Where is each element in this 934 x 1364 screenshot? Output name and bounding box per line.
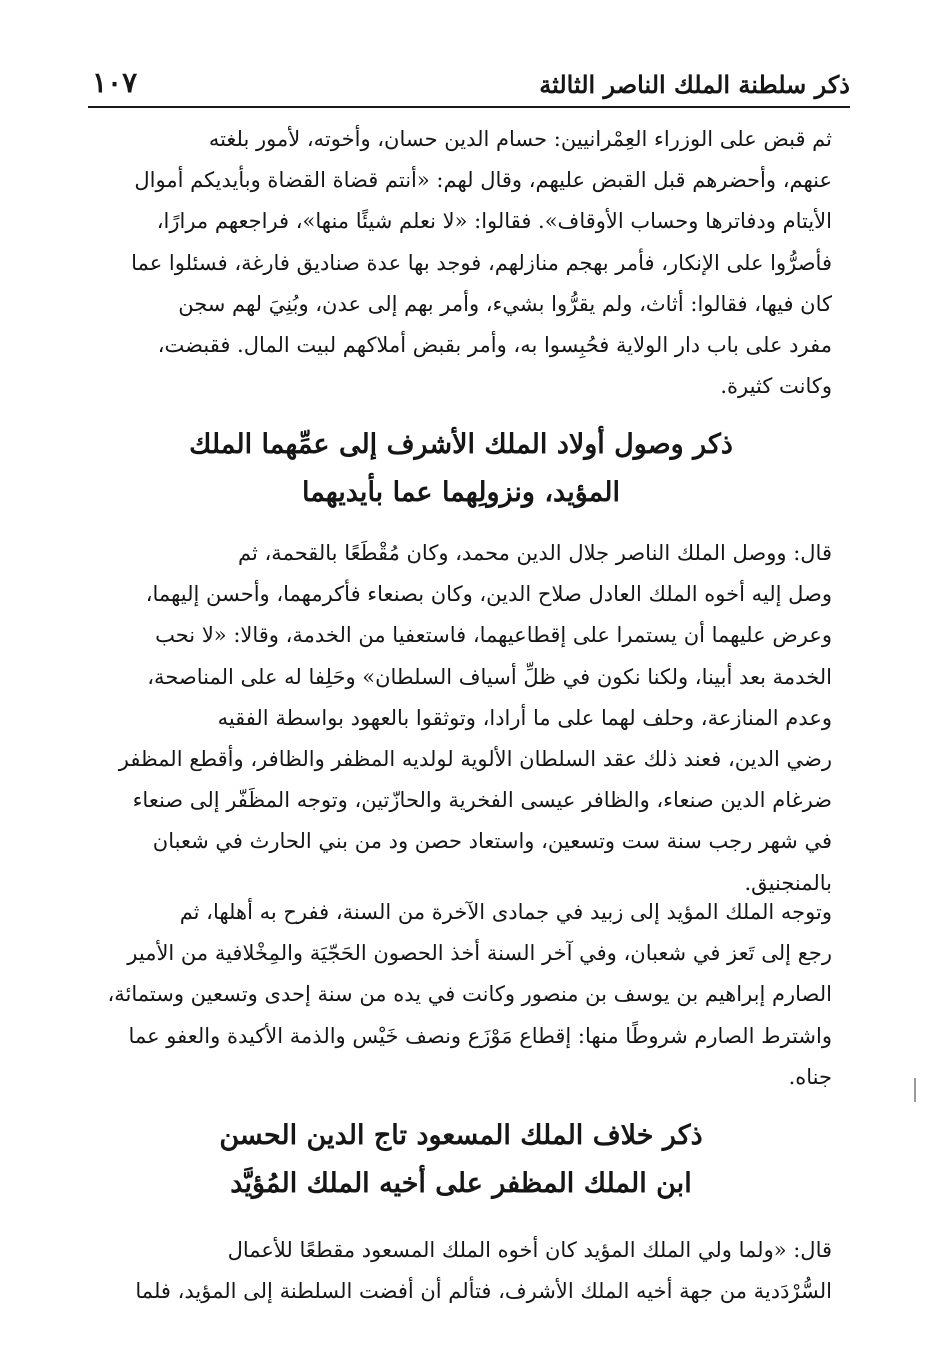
- heading-line: المؤيد، ونزولِهما عما بأيديهما: [301, 477, 621, 508]
- heading-line: ذكر وصول أولاد الملك الأشرف إلى عمِّهما الملك: [189, 429, 733, 460]
- text-line: عنهم، وأحضرهم قبل القبض عليهم، وقال لهم: «أنتم قضاة القضاة وبأيديكم أموال: [134, 168, 832, 193]
- margin-mark: [914, 1078, 916, 1102]
- text-line: رجع إلى تَعز في شعبان، وفي آخر السنة أخذ الحصون الحَجّيَة والمِخْلافية من الأمير: [127, 941, 832, 966]
- text-line: قال: ووصل الملك الناصر جلال الدين محمد، وكان مُقْطَعًا بالقحمة، ثم: [238, 541, 832, 565]
- text-line: قال: «ولما ولي الملك المؤيد كان أخوه الملك المسعود مقطعًا للأعمال: [227, 1238, 832, 1262]
- text-line: كان فيها، فقالوا: أثاث، ولم يقرُّوا بشيء، وأمر بهم إلى عدن، وبُنِيَ لهم سجن: [178, 291, 832, 316]
- text-line: وصل إليه أخوه الملك العادل صلاح الدين، وكان بصنعاء فأكرمهما، وأحسن إليهما،: [145, 582, 832, 607]
- page-number: ١٠٧: [92, 66, 138, 99]
- paragraph-3: [90, 892, 832, 1098]
- text-line: وعدم المنازعة، وحلف لهما على ما أرادا، وتوثقوا بالعهود بواسطة الفقيه: [217, 705, 832, 730]
- text-line: الأيتام ودفاترها وحساب الأوقاف». فقالوا: «لا نعلم شيئًا منها»، فراجعهم مرارًا،: [156, 209, 832, 234]
- text-line: بالمنجنيق.: [744, 870, 832, 895]
- heading-line: ابن الملك المظفر على أخيه الملك المُؤيَّد: [230, 1168, 692, 1199]
- text-line: ضرغام الدين صنعاء، والظافر عيسى الفخرية والحازّتين، وتوجه المظَفّر إلى صنعاء: [132, 788, 832, 813]
- text-line: وكانت كثيرة.: [720, 374, 832, 399]
- text-line: وتوجه الملك المؤيد إلى زبيد في جمادى الآخرة من السنة، ففرح به أهلها، ثم: [179, 900, 832, 924]
- text-line: الصارم إبراهيم بن يوسف بن منصور وكانت في يده من سنة إحدى وتسعين وستمائة،: [107, 982, 832, 1007]
- heading-line: ذكر خلاف الملك المسعود تاج الدين الحسن: [219, 1120, 703, 1151]
- text-line: فأصرُّوا على الإنكار، فأمر بهجم منازلهم، فوجد بها عدة صناديق فارغة، فسئلوا عما: [131, 250, 832, 275]
- text-line: الخدمة بعد أبينا، ولكنا نكون في ظلِّ أسياف السلطان» وحَلِفا له على المناصحة،: [147, 664, 832, 689]
- text-line: جناه.: [788, 1064, 832, 1089]
- paragraph-4: [90, 1230, 832, 1312]
- text-line: مفرد على باب دار الولاية فحُبِسوا به، وأمر بقبض أملاكهم لبيت المال. فقبضت،: [157, 333, 832, 358]
- text-line: في شهر رجب سنة ست وتسعين، واستعاد حصن ود من بني الحارث في شعبان: [152, 829, 832, 854]
- text-line: وعرض عليهما أن يستمرا على إقطاعيهما، فاستعفيا من الخدمة، وقالا: «لا نحب: [155, 623, 832, 648]
- page-header: [88, 62, 850, 108]
- text-line: رضي الدين، فعند ذلك عقد السلطان الألوية لولديه المظفر والظافر، وأقطع المظفر: [118, 747, 832, 772]
- section-heading-1: [90, 421, 832, 517]
- running-title: ذكر سلطنة الملك الناصر الثالثة: [539, 70, 850, 99]
- section-heading-2: [90, 1112, 832, 1208]
- text-line: واشترط الصارم شروطًا منها: إقطاع مَوْزَع ونصف خَيْس والذمة الأكيدة والعفو عما: [128, 1023, 832, 1048]
- text-line: ثم قبض على الوزراء العِمْرانيين: حسام الدين حسان، وأخوته، لأمور بلغته: [208, 127, 832, 151]
- paragraph-2: [90, 533, 832, 904]
- text-line: السُّرْدَدية من جهة أخيه الملك الأشرف، فتألم أن أفضت السلطنة إلى المؤيد، فلما: [135, 1279, 832, 1304]
- paragraph-1: [90, 119, 832, 407]
